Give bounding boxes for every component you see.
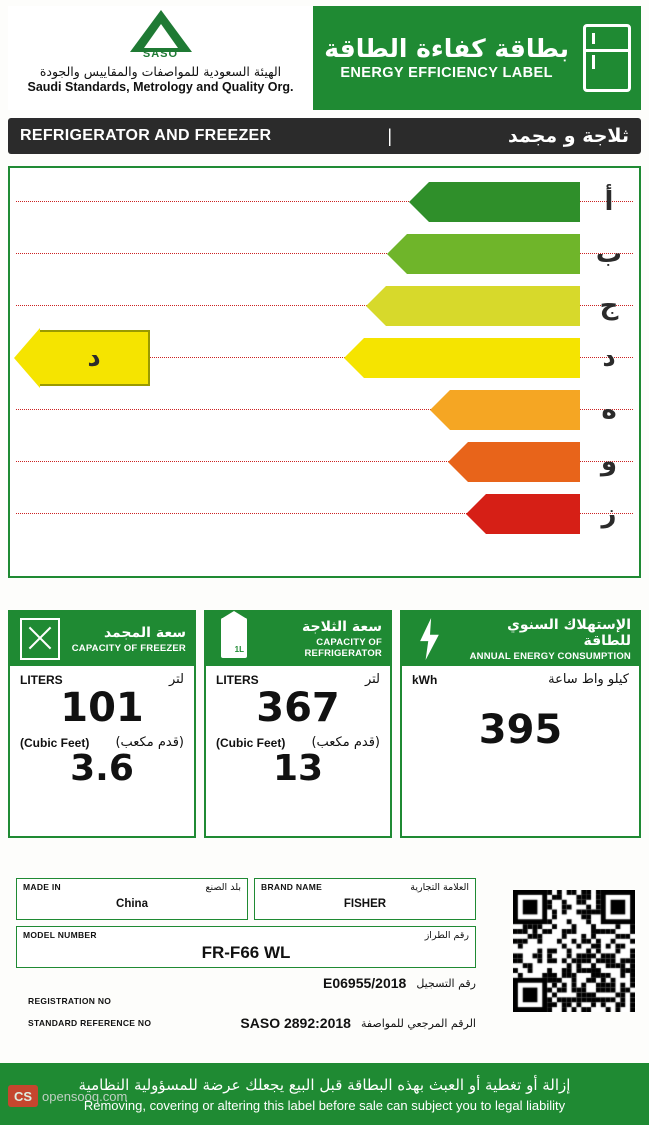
grade-row	[10, 228, 639, 280]
freezer-unit-en: LITERS	[20, 672, 63, 687]
selected-grade-letter: د	[87, 343, 101, 373]
refrigerator-title-ar: سعة الثلاجة	[301, 619, 382, 635]
product-type-bar	[8, 118, 641, 154]
refrigerator-liters-value: 367	[256, 685, 340, 731]
refrigerator-cubicfeet-value: 13	[272, 748, 324, 789]
banner-title-en: ENERGY EFFICIENCY LABEL	[340, 65, 553, 82]
grade-bar	[386, 286, 580, 326]
watermark-badge: CS	[8, 1085, 38, 1107]
capacity-section	[8, 610, 641, 862]
footer-text-en: Removing, covering or altering this label before sale can subject you to legal liability	[83, 1097, 566, 1113]
grade-bar	[407, 234, 580, 274]
energy-title-ar: الإستهلاك السنوي للطاقة	[507, 616, 631, 649]
freezer-cubicfeet-value: 3.6	[70, 748, 134, 789]
grade-bar	[468, 442, 580, 482]
freezer-capacity-box	[8, 610, 196, 838]
made-in-box	[16, 878, 248, 920]
label-header	[8, 6, 641, 110]
saso-logo-text: SASO	[142, 48, 179, 60]
energy-kwh-value: 395	[478, 707, 563, 753]
standard-value: SASO 2892:2018	[240, 1015, 351, 1031]
standard-label-ar: الرقم المرجعي للمواصفة	[360, 1016, 476, 1030]
org-name-en: Saudi Standards, Metrology and Quality Org.	[27, 80, 294, 94]
watermark-text: opensooq.com	[42, 1088, 128, 1104]
issuing-authority	[8, 6, 313, 110]
refrigerator-unit-ar: لتر	[364, 672, 380, 687]
freezer-unit2-ar: (قدم مكعب)	[115, 735, 184, 750]
refrigerator-unit2-ar: (قدم مكعب)	[311, 735, 380, 750]
grade-row	[10, 436, 639, 488]
standard-row	[16, 1012, 476, 1034]
selected-grade-marker	[40, 330, 150, 386]
refrigerator-capacity-box	[204, 610, 392, 838]
annual-energy-box	[400, 610, 641, 838]
standard-label-en: STANDARD REFERENCE NO	[28, 1018, 152, 1028]
model-label-en: MODEL NUMBER	[23, 930, 97, 940]
watermark	[8, 1085, 127, 1107]
grade-letter: ه	[601, 395, 617, 425]
grade-letter: ز	[601, 499, 617, 529]
product-info-section	[8, 878, 641, 1046]
model-label-ar: رقم الطراز	[424, 930, 469, 941]
grade-letter: أ	[604, 187, 614, 217]
grade-bar	[486, 494, 580, 534]
energy-unit-en: kWh	[412, 672, 438, 687]
snowflake-icon	[18, 618, 58, 660]
grade-row	[10, 384, 639, 436]
freezer-title-en: CAPACITY OF FREEZER	[71, 642, 186, 654]
registration-label-en: REGISTRATION NO	[28, 996, 112, 1006]
product-type-ar: ثلاجة و مجمد	[507, 125, 629, 147]
freezer-unit2-en: (Cubic Feet)	[20, 735, 90, 750]
brand-label-ar: العلامة التجارية	[410, 882, 469, 893]
grade-bar	[429, 182, 580, 222]
label-banner	[313, 6, 641, 110]
product-type-separator: |	[387, 125, 393, 146]
grade-row	[10, 176, 639, 228]
grade-bar	[364, 338, 580, 378]
banner-title-ar: بطاقة كفاءة الطاقة	[324, 33, 569, 63]
refrigerator-title-en: CAPACITY OF REFRIGERATOR	[304, 637, 382, 659]
energy-title-en: ANNUAL ENERGY CONSUMPTION	[469, 650, 631, 662]
brand-value: FISHER	[343, 898, 387, 910]
grade-letter: ب	[595, 239, 623, 269]
brand-box	[254, 878, 476, 920]
refrigerator-icon	[583, 24, 631, 92]
grade-row	[10, 280, 639, 332]
efficiency-grade-chart	[8, 166, 641, 578]
refrigerator-unit-en: LITERS	[216, 672, 259, 687]
grade-letter: ج	[599, 291, 619, 321]
brand-label-en: BRAND NAME	[261, 882, 323, 892]
qr-code	[513, 890, 635, 1012]
org-name-ar: الهيئة السعودية للمواصفات والمقاييس والجودة	[39, 64, 282, 79]
grade-bar	[450, 390, 580, 430]
model-value: FR-F66 WL	[201, 943, 291, 962]
freezer-title-ar: سعة المجمد	[103, 624, 186, 641]
made-in-label-en: MADE IN	[23, 882, 61, 892]
refrigerator-unit2-en: (Cubic Feet)	[216, 735, 286, 750]
milk-carton-icon: 1L	[214, 618, 254, 660]
product-type-en: REFRIGERATOR AND FREEZER	[20, 127, 272, 144]
made-in-value: China	[116, 898, 148, 910]
grade-row	[10, 488, 639, 540]
registration-value: E06955/2018	[323, 975, 407, 991]
grade-letter: د	[602, 343, 616, 373]
freezer-unit-ar: لتر	[168, 672, 184, 687]
energy-unit-ar: كيلو واط ساعة	[548, 672, 629, 687]
saso-logo-icon	[130, 10, 192, 62]
freezer-liters-value: 101	[60, 685, 144, 731]
footer-text-ar: إزالة أو تغطية أو العبث بهذه البطاقة قبل البيع يجعلك عرضة للمسؤولية النظامية	[78, 1075, 571, 1094]
registration-label-ar: رقم التسجيل	[416, 976, 476, 990]
registration-label-row	[16, 990, 476, 1012]
lightning-bolt-icon	[410, 618, 450, 660]
model-box	[16, 926, 476, 968]
made-in-label-ar: بلد الصنع	[205, 882, 241, 893]
grade-letter: و	[600, 447, 618, 477]
